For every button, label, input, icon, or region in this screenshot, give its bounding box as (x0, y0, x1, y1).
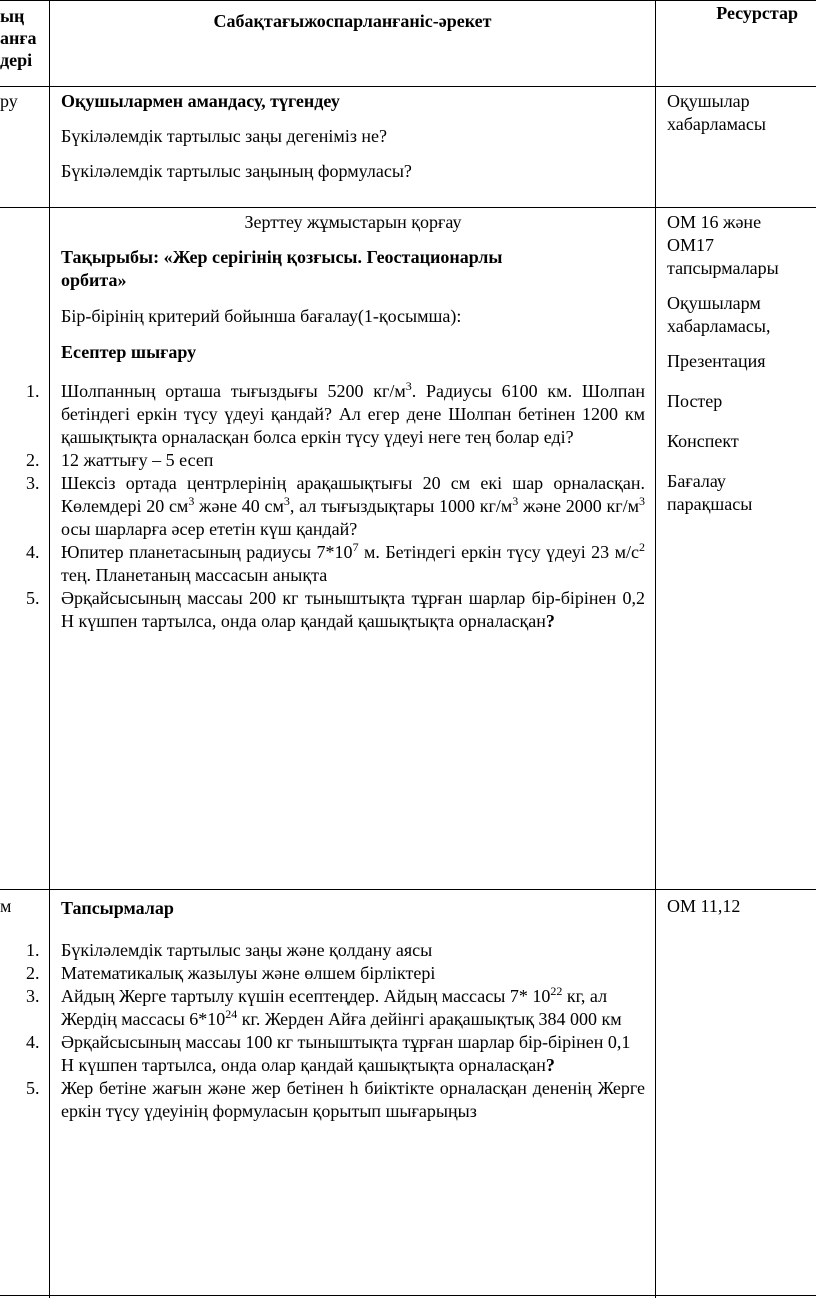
header-col1-cell (0, 5, 48, 71)
header-col1-line: ың (0, 6, 25, 26)
assignments-heading: Тапсырмалар (61, 898, 174, 918)
item-number: 3. (26, 473, 40, 493)
table-col-divider-2 (655, 0, 656, 1298)
header-resources: Ресурстар (716, 3, 798, 23)
row1-resources (667, 90, 812, 136)
row1-activity (61, 90, 645, 183)
table-row-divider-1 (0, 86, 816, 87)
resource-item: Оқушыларм хабарламасы, (667, 293, 771, 336)
item-number: 1. (26, 940, 40, 960)
resource-item: Конспект (667, 431, 739, 451)
resource-item: Бағалау парақшасы (667, 471, 753, 514)
item-number: 2. (26, 963, 40, 983)
list-item: 1. Шолпанның орташа тығыздығы 5200 $кг/м^3$. Радиусы 6100 км. Шолпан бетіндегі еркін түсу үдеуі қандай? Ал егер дене Шолпан бетінен 1200 км қашықтықта орналасқан болса еркін түсу үдеуі неге тең болар еді? (26, 379, 645, 447)
table-row-divider-2 (0, 207, 816, 208)
resource-line: Оқушылар (667, 91, 750, 111)
row2-resources (667, 211, 812, 516)
tasks-heading: Есептер шығару (61, 342, 197, 362)
problem-list (0, 380, 645, 633)
resource-item: Презентация (667, 351, 766, 371)
item-number: 2. (26, 450, 40, 470)
question-1: Бүкіләлемдік тартылыс заңы дегеніміз не? (61, 126, 388, 146)
row2-activity (26, 211, 645, 633)
header-col1-line: дері (0, 50, 33, 70)
row3-activity (26, 897, 645, 1123)
topic-line: орбита» (61, 270, 127, 290)
list-item: 4. Әрқайсысының массаы 100 кг тыныштықта тұрған шарлар бір-бірінен 0,1 Н күшпен тартылса, онда олар қандай қашықтықта орналасқан? (26, 1032, 631, 1075)
list-item: 3. Айдың Жерге тартылу күшін есептеңдер. Айдың массасы 7* $10^{22}$ кг, ал Жердің массасы $6*10^{24}$ кг. Жерден Айға дейінгі арақашықтық 384 000 км (26, 984, 622, 1029)
resource-item: Постер (667, 391, 723, 411)
row1-col1: ру (0, 91, 18, 111)
item-number: 5. (26, 588, 40, 608)
table-top-border (0, 0, 816, 1)
item-number: 3. (26, 986, 40, 1006)
item-number: 5. (26, 1078, 40, 1098)
research-defense-title: Зерттеу жұмыстарын қорғау (244, 212, 462, 232)
peer-assessment-text: Бір-бірінің критерий бойынша бағалау(1-қосымша): (61, 306, 462, 326)
list-item: 5. Әрқайсысының массаы 200 кг тыныштықта тұрған шарлар бір-бірінен 0,2 Н күшпен тартылса, онда олар қандай қашықтықта орналасқан? (26, 588, 645, 631)
item-number: 4. (26, 1032, 40, 1052)
header-col1-line: анға (0, 28, 37, 48)
assignment-list (0, 939, 645, 1123)
list-item: 3. Шексіз ортада центрлерінің арақашықтығы 20 см екі шар орналасқан. Көлемдері 20 $см^3$ және 40 $см^3$, ал тығыздықтары 1000 $кг/м^3$ және 2000 $кг/м^3$ осы шарларға әсер ететін күш қандай? (26, 473, 645, 539)
row3-resources: ОМ 11,12 (667, 896, 741, 916)
row3-col1: м (0, 896, 12, 916)
question-2: Бүкіләлемдік тартылыс заңының формуласы? (61, 161, 412, 181)
table-bottom-border (0, 1295, 816, 1296)
resource-item: ОМ 16 және ОМ17 тапсырмалары (667, 212, 779, 278)
topic-line: Тақырыбы: «Жер серігінің қозғысы. Геостационарлы (61, 247, 503, 267)
header-activity: Сабақтағыжоспарланғаніс-әрекет (213, 11, 492, 31)
list-item: 2. Математикалық жазылуы және өлшем бірліктері (26, 963, 436, 983)
greeting-heading: Оқушылармен амандасу, түгендеу (61, 91, 340, 111)
item-number: 1. (26, 381, 40, 401)
item-number: 4. (26, 542, 40, 562)
list-item: 2. 12 жаттығу – 5 есеп (26, 450, 214, 470)
resource-line: хабарламасы (667, 114, 766, 134)
list-item: 1. Бүкіләлемдік тартылыс заңы және қолдану аясы (26, 940, 433, 960)
table-row-divider-3 (0, 889, 816, 890)
list-item: 5. Жер бетіне жағын және жер бетінен h биіктікте орналасқан дененің Жерге еркін түсу үдеуінің формуласын қорытып шығарыңыз (26, 1078, 645, 1121)
list-item: 4. Юпитер планетасының радиусы $7*10^7$ м. Бетіндегі еркін түсу үдеуі 23 $м/с^2$ тең. Планетаның массасын анықта (26, 540, 645, 585)
